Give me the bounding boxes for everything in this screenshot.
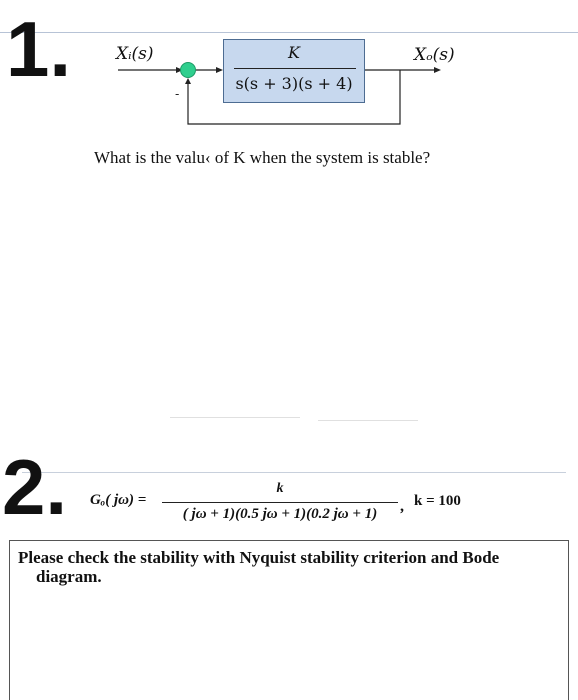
- equation-denominator: ( jω + 1)(0.5 jω + 1)(0.2 jω + 1): [182, 506, 378, 522]
- tf-numerator: K: [288, 43, 300, 62]
- instruction-line-2: diagram.: [36, 567, 102, 587]
- equation-numerator: k: [276, 481, 284, 496]
- output-arrow: [434, 67, 441, 73]
- feedback-sign: -: [175, 87, 180, 101]
- feedback-arrow: [185, 78, 191, 84]
- question-1: What is the valu‹ of K when the system is stable?: [94, 148, 431, 167]
- tf-denominator: s(s + 3)(s + 4): [235, 74, 353, 93]
- equation-fraction-bar: [162, 502, 398, 503]
- faint-mark: [170, 417, 300, 418]
- problem-2-number: 2.: [2, 443, 68, 531]
- input-signal-label: Xᵢ(s): [116, 44, 154, 64]
- instruction-text: [18, 548, 563, 586]
- faint-mark: [318, 420, 418, 421]
- summing-junction: [181, 63, 196, 78]
- equation-comma: ,: [400, 498, 404, 515]
- tf-fraction-bar: [234, 68, 356, 69]
- problem-2-divider: [22, 472, 566, 473]
- output-signal-label: Xₒ(s): [414, 45, 455, 65]
- instruction-line-1: Please check the stability with Nyquist stability criterion and Bode: [18, 548, 500, 567]
- equation-lhs: Gₒ( jω) =: [90, 492, 147, 508]
- gain-value: k = 100: [414, 493, 461, 509]
- transfer-function-block: [223, 39, 365, 103]
- block-input-arrow: [216, 67, 223, 73]
- problem-1-number: 1.: [6, 5, 72, 93]
